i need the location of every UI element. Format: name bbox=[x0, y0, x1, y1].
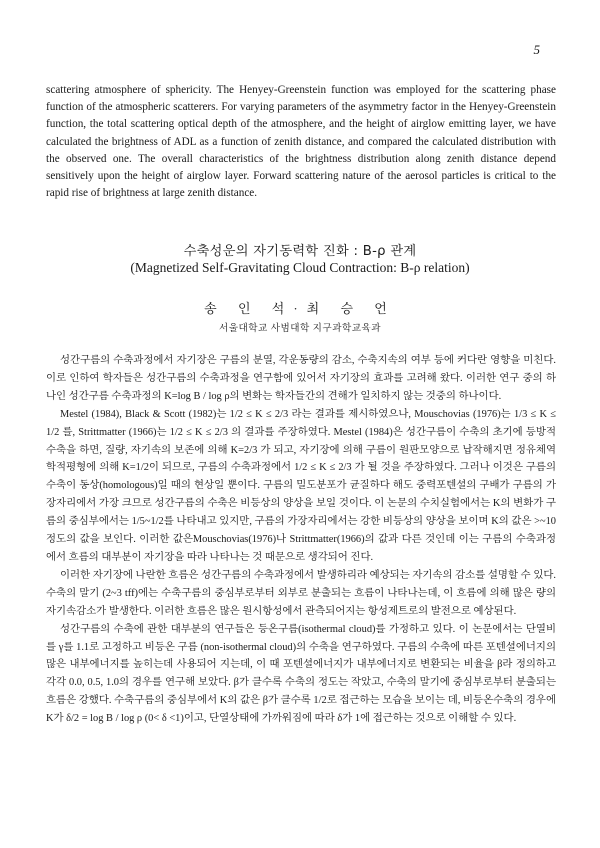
korean-abstract-body bbox=[46, 352, 556, 728]
body-paragraph-4: 성간구름의 수축에 관한 대부분의 연구들은 등온구름(isothermal cloud)를 가정하고 있다. 이 논문에서는 단열비를 γ를 1.1로 고정하고 비등온 구름 (non-isothermal cloud)의 수축을 연구하였다. 구름의 수축에 따른 포텐셜에너지의 많은 내부에너지를 높히는데 사용되어 지는데, 이 때 포텐셜에너지가 내부에너지로 변환되는 비율을 β라 정의하고 각각 0.0, 0.5, 1.0의 경우를 연구해 보았다. β가 클수록 수축의 정도는 작았고, 수축의 말기에 중심부로부터 분출되는 흐름은 강했다. 수축구름의 중심부에서 K의 값은 β가 클수록 1/2로 접근하는 모습을 보이는 데, 비등온수축의 경우에 K가 δ/2 = log B / log ρ (0< δ <1)이고, 단열상태에 가까워짐에 따라 δ가 1에 접근하는 것으로 이해할 수 있다. bbox=[46, 623, 556, 725]
body-paragraph-2: Mestel (1984), Black & Scott (1982)는 1/2 ≤ K ≤ 2/3 라는 결과를 제시하였으나, Mouschovias (1976)는 1/3 ≤ K ≤ 1/2 를, Strittmatter (1966)는 1/2 ≤ K ≤ 2/3 의 결과를 주장하였다. Mestel (1984)은 성간구름이 수축의 초기에 등방적 수축을 하면, 질량, 자기속의 보존에 의해 K=2/3 가 되고, 자기장에 의해 구름이 원판모양으로 납작해지면 정유체역학적평형에 의해 K=1/2이 되므로, 구름의 수축과정에서 1/2 ≤ K ≤ 2/3 가 될 것을 주장하였다. 그러나 이것은 구름의 수축이 동상(homologous)일 때의 현상일 뿐이다. 구름의 밀도분포가 균질하다 해도 중력포텐셜의 구배가 구름의 가장자리에서 가장 크므로 성간구름의 수축은 비등상의 양상을 보일 것이다. 이 논문의 수치실험에서는 K의 변화가 구름의 중심부에서는 1/5~1/2를 나타내고 있지만, 구름의 가장자리에서는 강한 비등상의 양상을 보이며 K의 값은 >~10정도의 값을 보인다. 이러한 값은Mouschovias(1976)나 Strittmatter(1966)의 값과 다른 것인데 이는 구름의 수축과정에서 흐름의 대부분이 자기장을 따라 나타나는 것 때문으로 생각되어 진다. bbox=[46, 408, 556, 563]
article-title-korean: 수축성운의 자기동력학 진화 : B-ρ 관계 bbox=[183, 244, 417, 259]
english-abstract-text: scattering atmosphere of sphericity. The Henyey-Greenstein function was employed for the scattering phase function of the atmospheric scatterers. For varying parameters of the asymmetry factor in the Henyey-Greenstein function, the total scattering optical depth of the atmosphere, and the height of airglow emitting layer, we have calculated the brightness of ADL as a function of zenith distance, and compared the calculated distribution with the observed one. The overall characteristics of the brightness distribution along zenith distance depend sensitively upon the height of airglow layer. Forward scattering nature of the aerosol particles is critical to the rapid rise of brightness at large zenith distance. bbox=[46, 84, 556, 200]
author-affiliation: 서울대학교 사범대학 지구과학교육과 bbox=[218, 323, 382, 334]
body-paragraph-1: 성간구름의 수축과정에서 자기장은 구름의 분열, 각운동량의 감소, 수축지속의 여부 등에 커다란 영향을 미친다. 이로 인하여 학자들은 성간구름의 수축과정을 연구함에 있어서 자기장의 효과를 고려해 왔다. 이러한 연구 중의 하나인 성간구름 수축과정의 K=log B / log ρ의 변화는 학자들간의 견해가 일치하지 않는 것중의 하나이다. bbox=[46, 355, 556, 402]
article-title-english: (Magnetized Self-Gravitating Cloud Contraction: B-ρ relation) bbox=[130, 260, 470, 275]
body-paragraph-3: 이러한 자기장에 나란한 흐름은 성간구름의 수축과정에서 발생하리라 예상되는 자기속의 감소를 설명할 수 있다. 수축의 말기 (2~3 tff)에는 수축구름의 중심부로부터 외부로 분출되는 흐름이 나타나는데, 이 흐름에 의해 많은 량의 자기속감소가 발생한다. 이러한 흐름은 많은 원시항성에서 관측되어지는 항성제트로의 발전으로 예상된다. bbox=[46, 569, 556, 617]
english-abstract bbox=[46, 82, 556, 202]
author-names: 송 인 석·최 승 언 bbox=[204, 301, 396, 316]
page-number: 5 bbox=[533, 42, 540, 57]
